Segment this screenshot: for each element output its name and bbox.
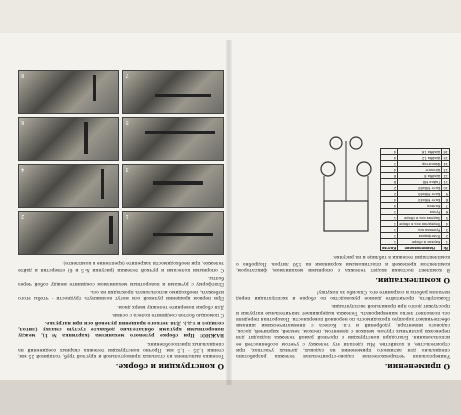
table-row — [380, 215, 449, 221]
table-cell: Шайба 12 — [398, 155, 442, 161]
step-3: При первом вращении рулевой оси могут возникнуть трудности - чтобы этого избежать, необходимо использовать прокладки на ось. — [18, 289, 224, 301]
assembly-photo: 8 — [18, 70, 120, 114]
table-cell: 1 — [380, 221, 397, 227]
step-5: С опорными колесами и ручкой тележки (рисунки №5 и 6) отверстия и дайте тележке, при необходимости закрепите (крепление в комплекте). — [18, 260, 224, 272]
table-cell: 8 — [380, 179, 397, 185]
cart-diagram — [316, 131, 376, 251]
table-row — [380, 197, 449, 203]
table-cell: Колесо — [398, 203, 442, 209]
left-page — [18, 44, 224, 374]
table-row — [380, 185, 449, 191]
table-surface — [0, 380, 461, 415]
table-cell: 11 — [443, 179, 448, 184]
table-row — [380, 203, 449, 209]
table-row — [380, 221, 449, 227]
right-page-title: О применении. — [384, 362, 450, 371]
step-4: Платформу с ручками и поворотным механизмом соедините между собой через болты. — [18, 274, 224, 286]
table-cell: 13 — [443, 167, 448, 172]
table-cell: Ручка — [398, 209, 442, 215]
table-row — [380, 209, 449, 215]
table-cell: 7 — [442, 203, 450, 209]
intro-paragraph: Тележка выполнена из стальных прямоугольной и круглой труб, толщиной 25 мм, стенки 1,35 - 1,5 мм. Прочно конструкции тележка сварных соединений на специальных приспособлениях. — [18, 340, 224, 358]
table-row — [380, 179, 449, 185]
table-cell: Каркас в сборе — [398, 239, 442, 245]
table-cell: Фиксатор — [398, 161, 442, 167]
table-cell: 12 — [443, 173, 448, 178]
table-cell: 1 — [380, 239, 397, 245]
table-row — [380, 227, 449, 233]
table-cell: Болт М8x60 — [398, 191, 442, 197]
table-row — [380, 161, 449, 167]
table-cell: 4 — [380, 155, 397, 161]
usage-note: Пожалуйста, прочитайте данное руководство по сборке и эксплуатации перед началом работы и сохраните его. Спасибо за покупку! — [236, 288, 450, 301]
table-row — [380, 167, 449, 173]
table-cell: Платформа — [398, 233, 442, 239]
table-header: Наименование — [398, 245, 442, 251]
parts-table — [380, 148, 450, 251]
assembly-photo: 6 — [18, 117, 120, 161]
table-cell: 15 — [443, 155, 448, 160]
table-cell: Болт М8x80 — [398, 185, 442, 191]
table-cell: Шплинт — [398, 167, 442, 173]
left-page-title: О конструкции и сборке. — [115, 362, 224, 371]
table-cell: 1 — [380, 161, 397, 167]
table-cell: 3 — [442, 227, 450, 233]
table-cell: 1 — [442, 239, 450, 245]
table-cell: 1 — [380, 215, 397, 221]
step-2: Для сборки поверните тележку вверх дном. — [116, 303, 224, 309]
table-cell: 2 — [380, 185, 397, 191]
table-cell: 6 — [442, 209, 450, 215]
table-cell: 4 — [380, 167, 397, 173]
kit-paragraph: В комплект поставки входят тележка с опорными механизмом, фиксатором, комплектом крепежей и пластиковыми корзинами на 150 литров. Подробно о комплектации тележки в таблице и на рисунке. — [236, 254, 450, 272]
table-cell: 14 — [443, 161, 448, 166]
table-cell: Рулевая ось — [398, 227, 442, 233]
table-row — [380, 155, 449, 161]
assembly-photo: 7 — [123, 70, 225, 114]
table-cell: 5 — [442, 215, 450, 221]
assembly-photo: 5 — [123, 117, 225, 161]
table-row — [380, 173, 449, 179]
page-fold — [226, 40, 232, 385]
table-row — [380, 149, 449, 155]
assembly-photo: 4 — [18, 164, 120, 208]
assembly-photo: 1 — [123, 211, 225, 255]
step-1: С помощью болтов соедините колеса с осями. — [111, 311, 224, 317]
table-cell: Задняя ось в сборе — [398, 215, 442, 221]
important-note: ВАЖНО! При сборке рулевого механизма (картинка №1), между поворотными кругами обязательно добавьте густую смазку (литол, солидол и т.д.). Для легкого вращения рулевой оси при нагрузке. — [18, 319, 224, 338]
table-cell: Шайба 8 — [398, 173, 442, 179]
table-cell: 4 — [442, 221, 450, 227]
table-cell: Передняя ось в сборе — [399, 221, 441, 226]
assembly-photos — [18, 70, 224, 255]
right-page — [236, 44, 450, 374]
table-cell: 8 — [442, 197, 450, 203]
table-cell: 4 — [380, 149, 397, 155]
assembly-photo: 3 — [123, 164, 225, 208]
table-cell: 2 — [442, 233, 450, 239]
table-cell: 10 — [443, 185, 448, 190]
table-cell: 8 — [380, 173, 397, 179]
table-cell: 4 — [380, 197, 397, 203]
table-cell: 9 — [442, 191, 450, 197]
kit-title: О комплектации. — [375, 275, 450, 285]
table-row — [380, 191, 449, 197]
table-row — [380, 233, 449, 239]
table-cell: 4 — [380, 203, 397, 209]
table-cell: 1 — [380, 227, 397, 233]
table-cell: 1 — [380, 209, 397, 215]
table-header: № — [443, 245, 448, 250]
table-cell: 2 — [380, 191, 397, 197]
table-cell: 16 — [443, 149, 448, 154]
table-cell: Болт М8x40 — [398, 197, 442, 203]
table-cell: Шайба 16 — [398, 149, 442, 155]
assembly-photo: 2 — [18, 211, 120, 255]
table-header: Кол-во — [381, 245, 397, 250]
table-row — [380, 239, 449, 245]
usage-paragraph: Универсальная четырехколесная садово-строительная тележка разработана специально для активного применения на садовых, дачных участках, при строительстве, в хозяйстве. Мы сделали эту тележку с учетом особенностей ее использования. Благодаря конструкции с прочной рамой тележка подходит для перевозки различных грузов: мешков с цементом, песком, землей, кирпичей, досок, садового инвентаря, удобрений и т.п. Колеса с пневматическими шинами обеспечивают хорошую проходимость по неровной поверхности. Поворотная передняя ось позволяет легко маневрировать. Тележка выдерживает значительные нагрузки и прослужит долго при правильной эксплуатации. — [236, 303, 450, 358]
table-cell: 1 — [380, 233, 397, 239]
table-cell: Гайка М8 — [398, 179, 442, 185]
